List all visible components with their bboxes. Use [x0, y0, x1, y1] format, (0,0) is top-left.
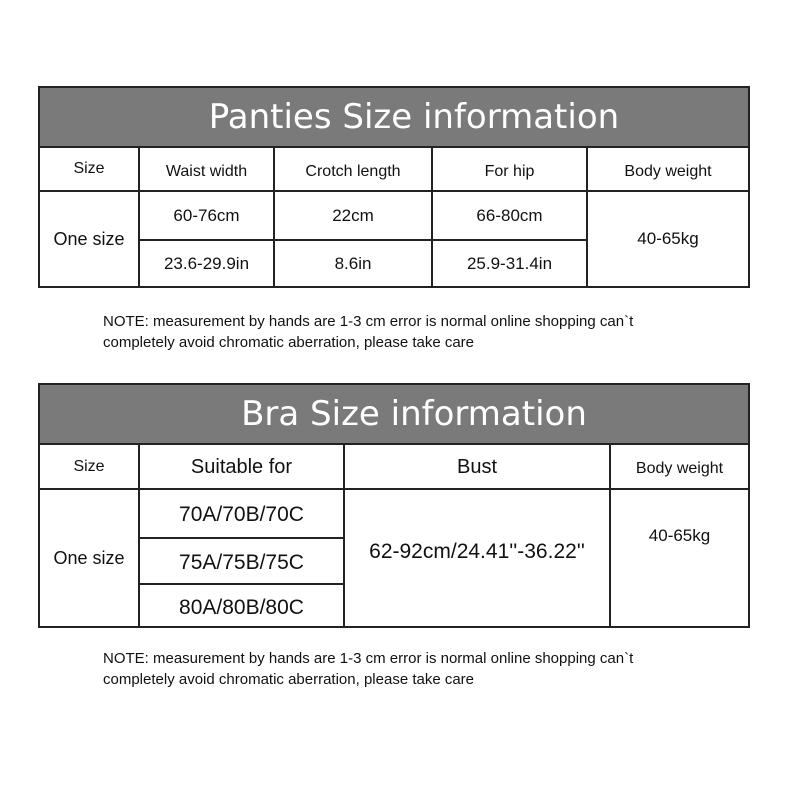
note-line-1: NOTE: measurement by hands are 1-3 cm error is normal online shopping can`t	[103, 650, 634, 667]
suitable-row-3: 80A/80B/80C	[179, 595, 304, 619]
body-weight-value: 40-65kg	[637, 229, 699, 248]
header-for-hip: For hip	[484, 163, 535, 180]
header-crotch-length: Crotch length	[305, 163, 401, 180]
header-suitable-for: Suitable for	[190, 456, 293, 478]
header-size: Size	[73, 160, 105, 177]
waist-in: 23.6-29.9in	[163, 253, 250, 273]
hip-in: 25.9-31.4in	[466, 253, 553, 273]
bra-size-table	[38, 383, 750, 628]
header-size: Size	[73, 457, 105, 475]
header-body-weight: Body weight	[635, 460, 724, 477]
divider	[138, 537, 343, 539]
note-line-2: completely avoid chromatic aberration, please take care	[103, 671, 475, 688]
suitable-row-1: 70A/70B/70C	[179, 502, 304, 526]
waist-cm: 60-76cm	[173, 205, 240, 225]
body-weight-value: 40-65kg	[648, 526, 711, 545]
header-bust: Bust	[456, 456, 498, 478]
bra-note	[103, 648, 743, 690]
header-body-weight: Body weight	[624, 163, 712, 180]
size-value: One size	[53, 547, 125, 568]
crotch-cm: 22cm	[332, 205, 374, 225]
note-line-1: NOTE: measurement by hands are 1-3 cm error is normal online shopping can`t	[103, 313, 634, 330]
bust-value: 62-92cm/24.41''-36.22''	[369, 540, 585, 563]
crotch-in: 8.6in	[334, 253, 372, 273]
bra-table-title: Bra Size information	[40, 385, 748, 445]
panties-note	[103, 311, 743, 353]
suitable-row-2: 75A/75B/75C	[179, 551, 304, 574]
panties-size-table	[38, 86, 750, 288]
note-line-2: completely avoid chromatic aberration, please take care	[103, 334, 475, 351]
header-waist-width: Waist width	[165, 163, 248, 180]
panties-table-title: Panties Size information	[40, 88, 748, 148]
size-value: One size	[53, 228, 125, 249]
hip-cm: 66-80cm	[476, 205, 543, 225]
